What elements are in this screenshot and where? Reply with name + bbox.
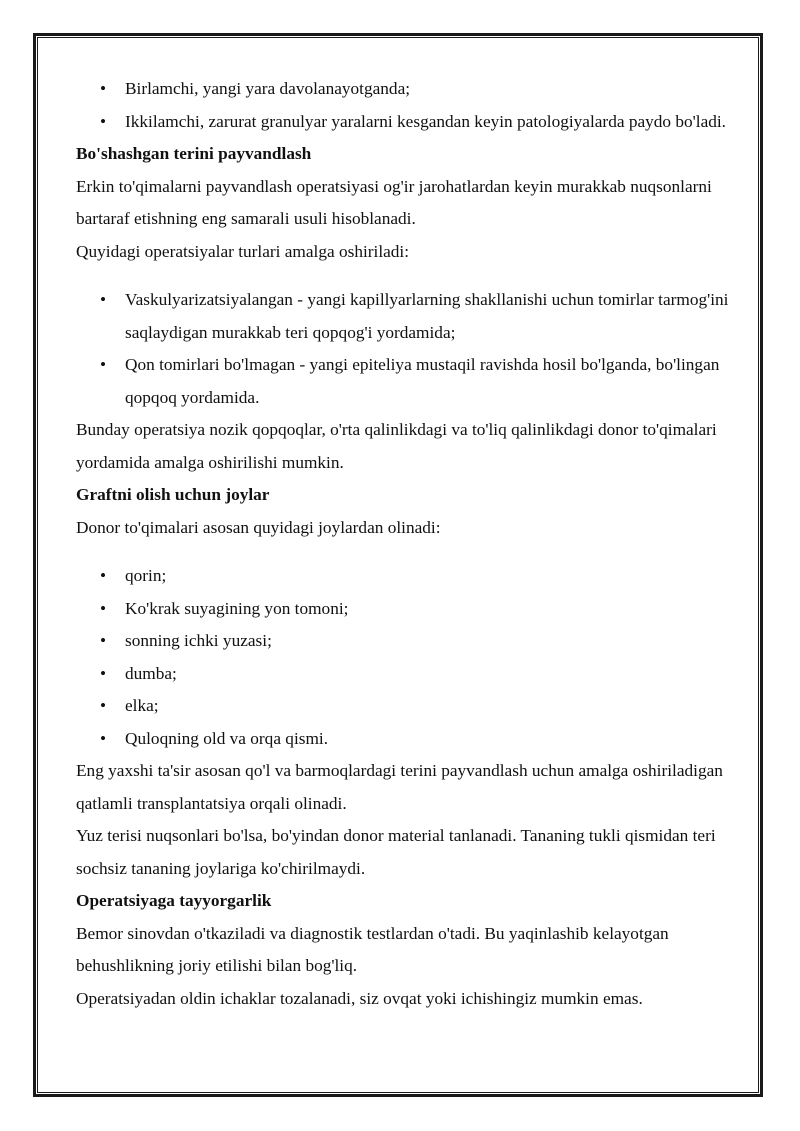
paragraph: Yuz terisi nuqsonlari bo'lsa, bo'yindan donor material tanlanadi. Tananing tukli qismidan teri sochsiz tananing joylariga ko'chirilmaydi. xyxy=(76,826,716,878)
list-item: • Vaskulyarizatsiyalangan - yangi kapillyarlarning shakllanishi uchun tomirlar tarmog'ini saqlaydigan murakkab teri qopqog'i yordamida; xyxy=(76,284,736,349)
list-item: • qorin; xyxy=(76,560,736,593)
list-item: • elka; xyxy=(76,690,736,723)
bullet-list-donor-sites xyxy=(76,560,736,755)
list-item: • Ko'krak suyagining yon tomoni; xyxy=(76,593,736,626)
paragraph: Donor to'qimalari asosan quyidagi joylardan olinadi: xyxy=(76,517,441,537)
paragraph: Quyidagi operatsiyalar turlari amalga oshiriladi: xyxy=(76,241,410,261)
paragraph: Bemor sinovdan o'tkaziladi va diagnostik testlardan o'tadi. Bu yaqinlashib kelayotgan behushlikning joriy etilishi bilan bog'liq. xyxy=(76,923,669,975)
list-item: • Birlamchi, yangi yara davolanayotganda; xyxy=(76,73,736,106)
list-item: • Quloqning old va orqa qismi. xyxy=(76,723,736,756)
bullet-list-operation-types xyxy=(76,284,736,414)
section-heading: Operatsiyaga tayyorgarlik xyxy=(76,891,272,910)
spacer xyxy=(76,544,736,560)
paragraph: Operatsiyadan oldin ichaklar tozalanadi, siz ovqat yoki ichishingiz mumkin emas. xyxy=(76,988,643,1008)
spacer xyxy=(76,268,736,284)
list-item: • Qon tomirlari bo'lmagan - yangi epiteliya mustaqil ravishda hosil bo'lganda, bo'lingan qopqoq yordamida. xyxy=(76,349,736,414)
bullet-list-top xyxy=(76,73,736,138)
paragraph: Bunday operatsiya nozik qopqoqlar, o'rta qalinlikdagi va to'liq qalinlikdagi donor to'qimalari yordamida amalga oshirilishi mumkin. xyxy=(76,420,717,472)
paragraph: Erkin to'qimalarni payvandlash operatsiyasi og'ir jarohatlardan keyin murakkab nuqsonlarni bartaraf etishning eng samarali usuli hisoblanadi. xyxy=(76,176,712,228)
section-heading: Bo'shashgan terini payvandlash xyxy=(76,144,312,163)
list-item: • sonning ichki yuzasi; xyxy=(76,625,736,658)
document-body xyxy=(76,73,736,1015)
paragraph: Eng yaxshi ta'sir asosan qo'l va barmoqlardagi terini payvandlash uchun amalga oshiriladigan qatlamli transplantatsiya orqali olinadi. xyxy=(76,761,723,813)
list-item: • Ikkilamchi, zarurat granulyar yaralarni kesgandan keyin patologiyalarda paydo bo'ladi. xyxy=(76,106,736,139)
list-item: • dumba; xyxy=(76,658,736,691)
section-heading: Graftni olish uchun joylar xyxy=(76,485,270,504)
